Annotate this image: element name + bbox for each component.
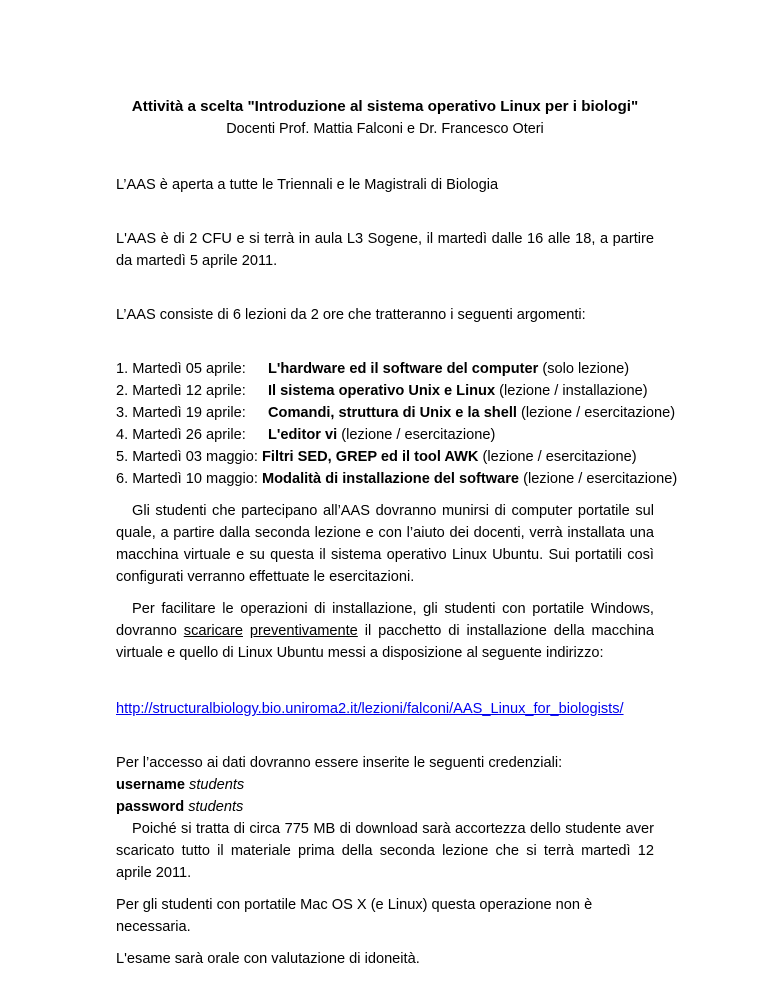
lesson-note: (lezione / esercitazione): [337, 427, 496, 443]
download-link[interactable]: http://structuralbiology.bio.uniroma2.it/lezioni/falconi/AAS_Linux_for_biologists/: [116, 701, 624, 717]
lesson-topic: Il sistema operativo Unix e Linux: [268, 383, 496, 399]
download-emphasis: scaricare: [183, 623, 243, 639]
lesson-date: 4. Martedì 26 aprile:: [116, 427, 246, 443]
paragraph-audience: L’AAS è aperta a tutte le Triennali e le Magistrali di Biologia: [116, 177, 499, 193]
paragraph-laptop-requirements: Gli studenti che partecipano all’AAS dovranno munirsi di computer portatile sul quale, a partire dalla seconda lezione e con l’aiuto dei docenti, verrà installata una macchina virtuale e su questa il sistema operativo Linux Ubuntu. Sui portatili così configurati verranno effettuate le esercitazioni.: [116, 503, 654, 585]
paragraph-exam: L'esame sarà orale con valutazione di idoneità.: [116, 951, 420, 967]
paragraph-lessons-intro: L’AAS consiste di 6 lezioni da 2 ore che tratteranno i seguenti argomenti:: [116, 307, 586, 323]
download-text-end: il pacchetto di installazione della macchina virtuale e quello di Linux Ubuntu messi a disposizione al seguente indirizzo:: [116, 623, 654, 661]
lesson-item: [116, 358, 654, 380]
lesson-topic: Comandi, struttura di Unix e la shell: [268, 405, 517, 421]
password-line: [116, 796, 654, 818]
document-title: Attività a scelta "Introduzione al sistema operativo Linux per i biologi": [131, 98, 639, 115]
password-label: password: [116, 799, 185, 815]
lesson-item: [116, 468, 678, 490]
lesson-topic: Modalità di installazione del software: [261, 471, 520, 487]
lesson-item: [116, 402, 676, 424]
lesson-list: [116, 358, 678, 490]
lesson-item: [116, 424, 654, 446]
lesson-note: (lezione / esercitazione): [519, 471, 678, 487]
lesson-note: (lezione / esercitazione): [478, 449, 637, 465]
lesson-note: (solo lezione): [538, 361, 630, 377]
lesson-item: [116, 446, 654, 468]
credentials-block: [116, 774, 654, 818]
lesson-date: 2. Martedì 12 aprile:: [116, 383, 246, 399]
lesson-date: 5. Martedì 03 maggio:: [116, 449, 258, 465]
username-value: students: [189, 777, 245, 793]
lesson-date: 1. Martedì 05 aprile:: [116, 361, 246, 377]
paragraph-mac-linux: Per gli studenti con portatile Mac OS X (e Linux) questa operazione non è necessaria.: [116, 897, 593, 935]
document-subtitle: Docenti Prof. Mattia Falconi e Dr. Francesco Oteri: [226, 121, 544, 137]
lesson-note: (lezione / esercitazione): [516, 405, 676, 421]
username-line: [116, 774, 654, 796]
lesson-date: 6. Martedì 10 maggio:: [116, 471, 258, 487]
lesson-note: (lezione / installazione): [495, 383, 648, 399]
lesson-topic: L'editor vi: [268, 427, 338, 443]
download-text-start: Per facilitare le operazioni di installazione, gli studenti con portatile Windows, dovranno: [116, 601, 654, 639]
lesson-topic: L'hardware ed il software del computer: [268, 361, 539, 377]
paragraph-download-size: Poiché si tratta di circa 775 MB di download sarà accortezza dello studente aver scaricato tutto il materiale prima della seconda lezione che si terrà martedì 12 aprile 2011.: [116, 821, 654, 881]
lesson-topic: Filtri SED, GREP ed il tool AWK: [261, 449, 479, 465]
username-label: username: [116, 777, 185, 793]
password-value: students: [188, 799, 244, 815]
paragraph-download-instructions: [116, 598, 654, 664]
paragraph-credits-schedule: L'AAS è di 2 CFU e si terrà in aula L3 Sogene, il martedì dalle 16 alle 18, a partire da martedì 5 aprile 2011.: [116, 231, 654, 269]
download-link-line: [116, 698, 654, 720]
lesson-item: [116, 380, 654, 402]
download-emphasis: preventivamente: [249, 623, 358, 639]
text-space: [243, 623, 250, 639]
paragraph-credentials-intro: Per l’accesso ai dati dovranno essere inserite le seguenti credenziali:: [116, 755, 563, 771]
lesson-date: 3. Martedì 19 aprile:: [116, 405, 246, 421]
